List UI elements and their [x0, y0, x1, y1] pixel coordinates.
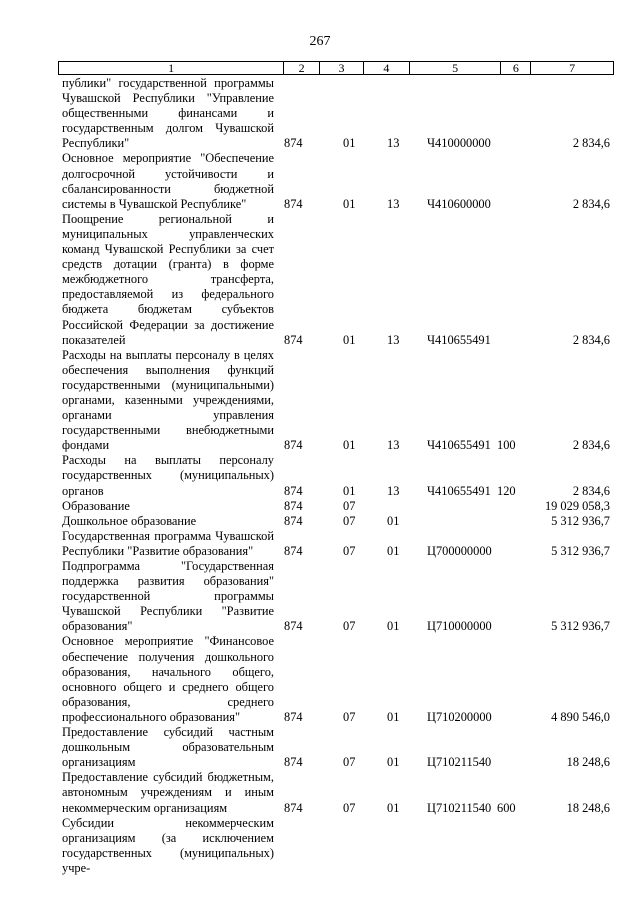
row-col-2: 874 [284, 513, 303, 528]
row-col-2: 874 [284, 196, 303, 211]
row-col-7: 2 834,6 [572, 136, 610, 151]
column-header-1: 1 [59, 62, 284, 74]
page-number: 267 [309, 34, 331, 49]
table-row [62, 725, 612, 770]
row-col-4: 13 [387, 332, 400, 347]
row-col-4: 01 [387, 513, 400, 528]
row-col-2: 874 [284, 136, 303, 151]
row-col-5: Ч410655491 [427, 438, 491, 453]
row-col-3: 07 [343, 619, 356, 634]
row-col-4: 01 [387, 543, 400, 558]
table-row [62, 529, 612, 559]
row-col-5: Ц710211540 [427, 800, 492, 815]
row-col-4: 01 [387, 800, 400, 815]
row-name: Поощрение региональной и муниципальных управленческих команд Чувашской Республики за счет средств дотации (гранта) в форме межбюджетного трансферта, предоставляемой из федерального бюджета бюджетам субъектов Российской Федерации за достижение показателей [62, 211, 274, 347]
row-col-2: 874 [284, 438, 303, 453]
row-col-3: 07 [343, 755, 356, 770]
row-col-7: 18 248,6 [566, 755, 610, 770]
row-col-2: 874 [284, 483, 303, 498]
row-col-4: 13 [387, 483, 400, 498]
row-name: Государственная программа Чувашской Республики "Развитие образования" [62, 528, 274, 558]
row-name: Дошкольное образование [62, 513, 197, 528]
row-col-4: 01 [387, 709, 400, 724]
row-col-5: Ч410655491 [427, 332, 491, 347]
table-row [62, 151, 612, 211]
row-col-2: 874 [284, 800, 303, 815]
row-name: публики" государственной программы Чувашской Республики "Управление общественными финансами и государственным долгом Чувашской Республики" [62, 76, 274, 151]
table-row [62, 76, 612, 151]
row-col-2: 874 [284, 709, 303, 724]
table-row [62, 514, 612, 529]
row-col-3: 01 [343, 438, 356, 453]
row-col-5: Ц710200000 [427, 709, 492, 724]
row-col-7: 19 029 058,3 [544, 498, 610, 513]
row-col-7: 18 248,6 [566, 800, 610, 815]
row-name: Субсидии некоммерческим организациям (за исключением государственных (муниципальных) учре- [62, 815, 274, 875]
row-col-7: 4 890 546,0 [551, 709, 610, 724]
row-col-7: 2 834,6 [572, 332, 610, 347]
budget-table-body [62, 76, 612, 876]
row-col-4: 01 [387, 755, 400, 770]
row-col-2: 874 [284, 332, 303, 347]
row-name: Основное мероприятие "Обеспечение долгосрочной устойчивости и сбалансированности бюджетной системы в Чувашской Республике" [62, 151, 274, 211]
row-name: Образование [62, 498, 130, 513]
column-header-7: 7 [569, 61, 576, 75]
row-col-5: Ц700000000 [427, 543, 492, 558]
row-name: Расходы на выплаты персоналу в целях обеспечения выполнения функций государственными (муниципальными) органами, казенными учреждениями, органами управления государственными внебюджетными фондами [62, 347, 274, 453]
row-col-7: 5 312 936,7 [551, 619, 610, 634]
row-col-6: 600 [497, 800, 516, 815]
table-row [62, 770, 612, 815]
row-col-7: 2 834,6 [572, 196, 610, 211]
row-col-4: 01 [387, 619, 400, 634]
table-row [62, 348, 612, 454]
row-col-3: 07 [343, 709, 356, 724]
row-name: Подпрограмма "Государственная поддержка развития образования" государственной программы Чувашской Республики "Развитие образования" [62, 559, 274, 634]
row-col-3: 01 [343, 136, 356, 151]
row-col-5: Ч410000000 [427, 136, 491, 151]
row-col-3: 07 [343, 543, 356, 558]
row-col-7: 2 834,6 [572, 438, 610, 453]
column-header-6: 6 [501, 62, 531, 74]
row-name: Расходы на выплаты персоналу государственных (муниципальных) органов [62, 453, 274, 498]
row-col-7: 5 312 936,7 [551, 513, 610, 528]
row-col-6: 100 [497, 438, 516, 453]
row-col-3: 01 [343, 483, 356, 498]
row-col-4: 13 [387, 136, 400, 151]
row-col-3: 01 [343, 332, 356, 347]
row-col-3: 07 [343, 513, 356, 528]
column-header-3: 3 [320, 62, 364, 74]
table-row [62, 634, 612, 725]
table-column-header [58, 61, 614, 75]
row-col-5: Ц710211540 [427, 755, 492, 770]
row-name: Предоставление субсидий частным дошкольным образовательным организациям [62, 725, 274, 770]
row-col-2: 874 [284, 619, 303, 634]
row-col-3: 01 [343, 196, 356, 211]
row-col-7: 5 312 936,7 [551, 543, 610, 558]
table-row [62, 212, 612, 348]
column-header-2: 2 [284, 62, 320, 74]
row-col-2: 874 [284, 755, 303, 770]
row-col-2: 874 [284, 498, 303, 513]
row-col-5: Ч410655491 [427, 483, 491, 498]
row-col-5: Ц710000000 [427, 619, 492, 634]
row-col-3: 07 [343, 800, 356, 815]
column-header-4: 4 [364, 62, 410, 74]
row-name: Основное мероприятие "Финансовое обеспечение получения дошкольного образования, начального общего, основного общего и среднего общего образования, среднего профессионального образования" [62, 634, 274, 724]
table-row [62, 499, 612, 514]
row-col-4: 13 [387, 196, 400, 211]
row-col-2: 874 [284, 543, 303, 558]
row-col-5: Ч410600000 [427, 196, 491, 211]
row-col-4: 13 [387, 438, 400, 453]
row-col-6: 120 [497, 483, 516, 498]
row-col-3: 07 [343, 498, 356, 513]
row-col-7: 2 834,6 [572, 483, 610, 498]
table-row [62, 453, 612, 498]
table-row [62, 816, 612, 876]
table-row [62, 559, 612, 634]
column-header-5: 5 [410, 62, 502, 74]
row-name: Предоставление субсидий бюджетным, автономным учреждениям и иным некоммерческим организациям [62, 770, 274, 815]
